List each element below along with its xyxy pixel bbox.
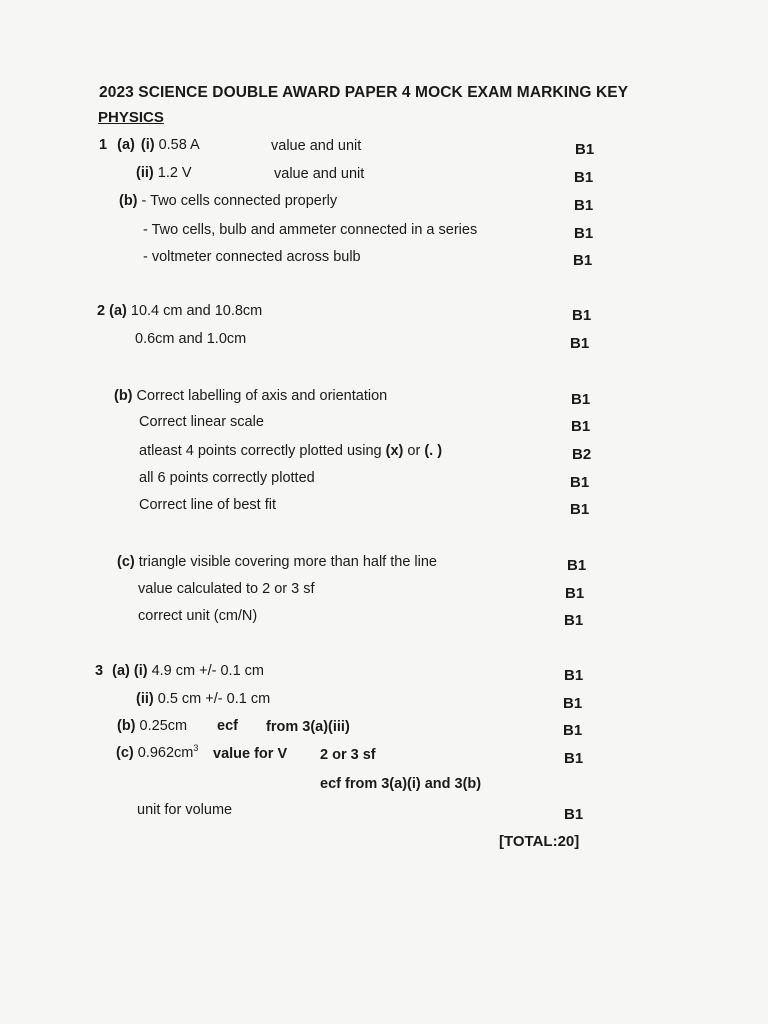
q1-a-ii-row bbox=[136, 166, 192, 181]
q3-c-sf-note: 2 or 3 sf bbox=[320, 747, 376, 763]
q3-b-ecf: ecf bbox=[217, 718, 238, 734]
q2-b-row-1 bbox=[114, 389, 387, 404]
document-title: 2023 SCIENCE DOUBLE AWARD PAPER 4 MOCK EXAM MARKING KEY bbox=[99, 84, 629, 101]
q3-c-label: (c) bbox=[116, 745, 134, 761]
q3-a-i-row bbox=[95, 664, 264, 679]
q2-b-label: (b) bbox=[114, 388, 133, 404]
q2-b-3-row bbox=[139, 444, 442, 459]
q3-a-ii-label: (ii) bbox=[136, 691, 154, 707]
q1-b-3-mark: B1 bbox=[573, 252, 593, 269]
q2-a-label: (a) bbox=[109, 303, 127, 319]
q3-a-i-answer: 4.9 cm +/- 0.1 cm bbox=[151, 663, 265, 679]
q2-b-3-cross: (x) bbox=[385, 443, 404, 459]
q2-b-3-text: atleast 4 points correctly plotted using bbox=[139, 443, 386, 459]
q3-b-from: from 3(a)(iii) bbox=[266, 719, 350, 735]
q1-a-ii-note: value and unit bbox=[274, 166, 365, 182]
q2-number: 2 bbox=[97, 303, 106, 319]
q3-unit-text: unit for volume bbox=[137, 802, 233, 818]
q3-number: 3 bbox=[95, 663, 104, 679]
q3-c-superscript: 3 bbox=[193, 743, 199, 753]
q2-a-1-text: 10.4 cm and 10.8cm bbox=[130, 303, 263, 319]
q2-b-3-or: or bbox=[403, 443, 425, 459]
q2-b-2-mark: B1 bbox=[571, 418, 591, 435]
q2-c-2-text: value calculated to 2 or 3 sf bbox=[138, 581, 315, 597]
q3-a-ii-mark: B1 bbox=[563, 695, 583, 712]
q2-b-4-mark: B1 bbox=[570, 474, 590, 491]
q3-b-mark: B1 bbox=[563, 722, 583, 739]
q2-a-2-text: 0.6cm and 1.0cm bbox=[135, 331, 247, 347]
q3-c-value-note: value for V bbox=[213, 746, 288, 762]
total-marks: [TOTAL:20] bbox=[499, 833, 580, 850]
q2-b-3-mark: B2 bbox=[572, 446, 592, 463]
q3-b-row bbox=[117, 719, 187, 734]
q2-b-2-text: Correct linear scale bbox=[139, 414, 264, 430]
q2-b-4-text: all 6 points correctly plotted bbox=[139, 470, 315, 486]
q2-b-3-dot: (. ) bbox=[424, 443, 443, 459]
q2-a-2-mark: B1 bbox=[570, 335, 590, 352]
q2-b-5-text: Correct line of best fit bbox=[139, 497, 276, 513]
q2-c-3-text: correct unit (cm/N) bbox=[138, 608, 258, 624]
q2-b-1-mark: B1 bbox=[571, 391, 591, 408]
q3-unit-mark: B1 bbox=[564, 806, 584, 823]
q3-b-answer: 0.25cm bbox=[139, 718, 188, 734]
q3-c-mark: B1 bbox=[564, 750, 584, 767]
q3-c-answer: 0.962cm bbox=[137, 745, 194, 761]
q3-a-label: (a) bbox=[112, 663, 130, 679]
q2-c-3-mark: B1 bbox=[564, 612, 584, 629]
q3-a-ii-answer: 0.5 cm +/- 0.1 cm bbox=[157, 691, 271, 707]
q3-a-i-mark: B1 bbox=[564, 667, 584, 684]
q1-b-row-1 bbox=[119, 194, 337, 209]
q1-a-i-label: (i) bbox=[140, 137, 155, 153]
q1-a-i-note: value and unit bbox=[271, 138, 362, 154]
q3-a-i-label: (i) bbox=[133, 663, 148, 679]
q1-b-2-mark: B1 bbox=[574, 225, 594, 242]
q2-b-5-mark: B1 bbox=[570, 501, 590, 518]
q3-c-row bbox=[116, 743, 199, 761]
q1-a-label: (a) bbox=[117, 137, 135, 153]
q1-a-ii-mark: B1 bbox=[574, 169, 594, 186]
q3-a-ii-row bbox=[136, 692, 270, 707]
q2-c-2-mark: B1 bbox=[565, 585, 585, 602]
q3-c-ecf: ecf from 3(a)(i) and 3(b) bbox=[320, 776, 482, 792]
q2-b-1-text: Correct labelling of axis and orientation bbox=[136, 388, 388, 404]
subject-heading: PHYSICS bbox=[98, 109, 164, 126]
q1-b-label: (b) bbox=[119, 193, 138, 209]
q1-a-i-mark: B1 bbox=[575, 141, 595, 158]
q1-a-i-row bbox=[99, 138, 200, 153]
q2-c-row-1 bbox=[117, 555, 437, 570]
q1-b-1-mark: B1 bbox=[574, 197, 594, 214]
q1-a-i-answer: 0.58 A bbox=[158, 137, 200, 153]
q2-c-label: (c) bbox=[117, 554, 135, 570]
q1-a-ii-label: (ii) bbox=[136, 165, 154, 181]
q1-number: 1 bbox=[99, 137, 108, 153]
q2-c-1-mark: B1 bbox=[567, 557, 587, 574]
q1-b-1-text: - Two cells connected properly bbox=[141, 193, 338, 209]
q1-a-ii-answer: 1.2 V bbox=[157, 165, 192, 181]
q2-c-1-text: triangle visible covering more than half the line bbox=[138, 554, 437, 570]
q2-a-row-1 bbox=[97, 304, 262, 319]
q2-a-1-mark: B1 bbox=[572, 307, 592, 324]
q1-b-2-text: - Two cells, bulb and ammeter connected in a series bbox=[143, 222, 478, 238]
q3-b-label: (b) bbox=[117, 718, 136, 734]
q1-b-3-text: - voltmeter connected across bulb bbox=[143, 249, 361, 265]
